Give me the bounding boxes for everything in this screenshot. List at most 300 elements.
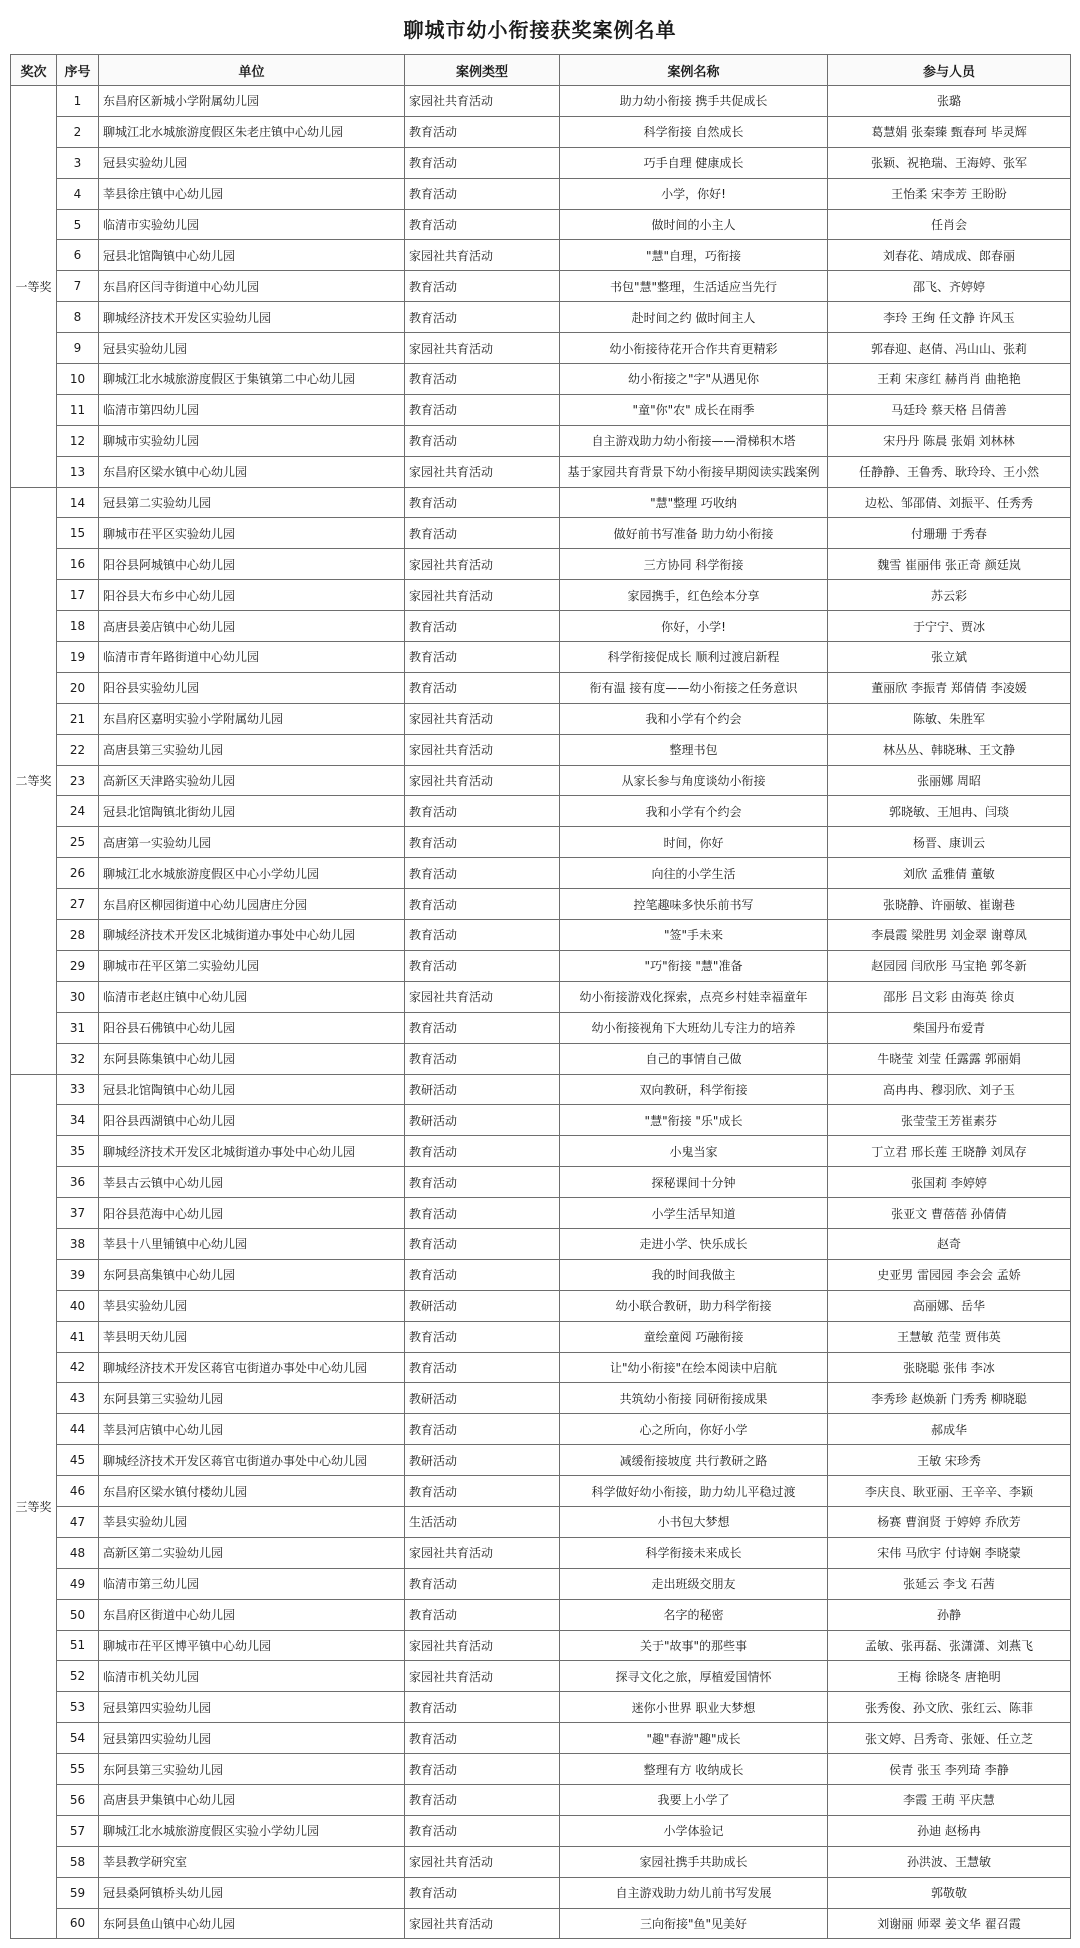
case-type-cell: 教育活动 — [405, 1321, 560, 1352]
unit-cell: 聊城经济技术开发区北城街道办事处中心幼儿园 — [99, 1136, 405, 1167]
case-type-cell: 教育活动 — [405, 611, 560, 642]
table-row — [11, 1908, 1071, 1939]
participants-cell: 张莹莹王芳崔素芬 — [828, 1105, 1071, 1136]
number-cell: 21 — [57, 703, 99, 734]
unit-cell: 聊城江北水城旅游度假区实验小学幼儿园 — [99, 1815, 405, 1846]
table-row — [11, 1352, 1071, 1383]
case-name-cell: 幼小联合教研，助力科学衔接 — [560, 1290, 828, 1321]
number-cell: 57 — [57, 1815, 99, 1846]
unit-cell: 聊城经济技术开发区实验幼儿园 — [99, 302, 405, 333]
participants-cell: 郝成华 — [828, 1414, 1071, 1445]
case-name-cell: 幼小衔接之"字"从遇见你 — [560, 364, 828, 395]
table-row — [11, 765, 1071, 796]
case-type-cell: 家园社共育活动 — [405, 981, 560, 1012]
unit-cell: 莘县徐庄镇中心幼儿园 — [99, 178, 405, 209]
unit-cell: 冠县实验幼儿园 — [99, 333, 405, 364]
table-row — [11, 1445, 1071, 1476]
case-type-cell: 教育活动 — [405, 1136, 560, 1167]
unit-cell: 临清市老赵庄镇中心幼儿园 — [99, 981, 405, 1012]
number-cell: 45 — [57, 1445, 99, 1476]
participants-cell: 张璐 — [828, 86, 1071, 117]
case-type-cell: 家园社共育活动 — [405, 333, 560, 364]
participants-cell: 邵飞、齐婷婷 — [828, 271, 1071, 302]
unit-cell: 临清市青年路街道中心幼儿园 — [99, 642, 405, 673]
unit-cell: 莘县实验幼儿园 — [99, 1506, 405, 1537]
number-cell: 28 — [57, 920, 99, 951]
participants-cell: 付珊珊 于秀春 — [828, 518, 1071, 549]
case-type-cell: 家园社共育活动 — [405, 580, 560, 611]
case-name-cell: 自己的事情自己做 — [560, 1043, 828, 1074]
number-cell: 25 — [57, 827, 99, 858]
unit-cell: 东阿县鱼山镇中心幼儿园 — [99, 1908, 405, 1939]
unit-cell: 莘县十八里铺镇中心幼儿园 — [99, 1228, 405, 1259]
participants-cell: 张晓静、许丽敏、崔谢巷 — [828, 889, 1071, 920]
case-name-cell: 家园社携手共助成长 — [560, 1846, 828, 1877]
number-cell: 14 — [57, 487, 99, 518]
table-row — [11, 1723, 1071, 1754]
case-type-cell: 教育活动 — [405, 858, 560, 889]
case-name-cell: 助力幼小衔接 携手共促成长 — [560, 86, 828, 117]
table-row — [11, 1537, 1071, 1568]
table-row — [11, 209, 1071, 240]
table-row — [11, 1630, 1071, 1661]
table-row — [11, 147, 1071, 178]
number-cell: 42 — [57, 1352, 99, 1383]
number-cell: 52 — [57, 1661, 99, 1692]
unit-cell: 莘县明天幼儿园 — [99, 1321, 405, 1352]
case-type-cell: 家园社共育活动 — [405, 240, 560, 271]
participants-cell: 郭春迎、赵倩、冯山山、张莉 — [828, 333, 1071, 364]
unit-cell: 阳谷县实验幼儿园 — [99, 672, 405, 703]
case-name-cell: 共筑幼小衔接 同研衔接成果 — [560, 1383, 828, 1414]
table-row — [11, 394, 1071, 425]
case-type-cell: 教育活动 — [405, 1877, 560, 1908]
unit-cell: 东昌府区街道中心幼儿园 — [99, 1599, 405, 1630]
number-cell: 8 — [57, 302, 99, 333]
unit-cell: 莘县河店镇中心幼儿园 — [99, 1414, 405, 1445]
case-type-cell: 教育活动 — [405, 1599, 560, 1630]
participants-cell: 董丽欣 李振青 郑倩倩 李凌媛 — [828, 672, 1071, 703]
case-type-cell: 教育活动 — [405, 209, 560, 240]
participants-cell: 赵奇 — [828, 1228, 1071, 1259]
table-row — [11, 518, 1071, 549]
participants-cell: 李秀珍 赵焕新 门秀秀 柳晓聪 — [828, 1383, 1071, 1414]
case-name-cell: 我的时间我做主 — [560, 1259, 828, 1290]
unit-cell: 冠县第二实验幼儿园 — [99, 487, 405, 518]
participants-cell: 王莉 宋彦红 赫肖肖 曲艳艳 — [828, 364, 1071, 395]
participants-cell: 郭敬敬 — [828, 1877, 1071, 1908]
page-title: 聊城市幼小衔接获奖案例名单 — [403, 18, 677, 42]
number-cell: 16 — [57, 549, 99, 580]
participants-cell: 史亚男 雷园园 李会会 孟娇 — [828, 1259, 1071, 1290]
case-name-cell: "签"手未来 — [560, 920, 828, 951]
case-type-cell: 家园社共育活动 — [405, 703, 560, 734]
case-type-cell: 教育活动 — [405, 1198, 560, 1229]
unit-cell: 东昌府区嘉明实验小学附属幼儿园 — [99, 703, 405, 734]
number-cell: 5 — [57, 209, 99, 240]
number-cell: 26 — [57, 858, 99, 889]
case-type-cell: 教育活动 — [405, 302, 560, 333]
unit-cell: 聊城江北水城旅游度假区中心小学幼儿园 — [99, 858, 405, 889]
participants-cell: 林丛丛、韩晓琳、王文静 — [828, 734, 1071, 765]
case-name-cell: 科学衔接促成长 顺利过渡启新程 — [560, 642, 828, 673]
column-header-unit: 单位 — [99, 55, 405, 86]
table-row — [11, 672, 1071, 703]
case-type-cell: 教育活动 — [405, 1476, 560, 1507]
number-cell: 23 — [57, 765, 99, 796]
case-name-cell: 童绘童阅 巧融衔接 — [560, 1321, 828, 1352]
number-cell: 3 — [57, 147, 99, 178]
case-type-cell: 教研活动 — [405, 1383, 560, 1414]
column-header-type: 案例类型 — [405, 55, 560, 86]
number-cell: 4 — [57, 178, 99, 209]
unit-cell: 东阿县第三实验幼儿园 — [99, 1383, 405, 1414]
participants-cell: 赵园园 闫欣彤 马宝艳 郭冬新 — [828, 950, 1071, 981]
table-row — [11, 1198, 1071, 1229]
case-name-cell: 科学衔接 自然成长 — [560, 116, 828, 147]
table-row — [11, 1105, 1071, 1136]
participants-cell: 王梅 徐晓冬 唐艳明 — [828, 1661, 1071, 1692]
number-cell: 29 — [57, 950, 99, 981]
number-cell: 18 — [57, 611, 99, 642]
participants-cell: 边松、邹邵倩、刘振平、任秀秀 — [828, 487, 1071, 518]
unit-cell: 聊城江北水城旅游度假区于集镇第二中心幼儿园 — [99, 364, 405, 395]
unit-cell: 高新区第二实验幼儿园 — [99, 1537, 405, 1568]
case-name-cell: "趣"春游"趣"成长 — [560, 1723, 828, 1754]
table-header-row — [11, 55, 1071, 86]
case-type-cell: 教育活动 — [405, 1754, 560, 1785]
case-name-cell: 赴时间之约 做时间主人 — [560, 302, 828, 333]
table-row — [11, 796, 1071, 827]
number-cell: 54 — [57, 1723, 99, 1754]
participants-cell: 张秀俊、孙文欣、张红云、陈菲 — [828, 1692, 1071, 1723]
table-row — [11, 1568, 1071, 1599]
number-cell: 22 — [57, 734, 99, 765]
case-type-cell: 教育活动 — [405, 889, 560, 920]
case-type-cell: 教研活动 — [405, 1445, 560, 1476]
case-name-cell: 我和小学有个约会 — [560, 796, 828, 827]
unit-cell: 临清市第三幼儿园 — [99, 1568, 405, 1599]
case-type-cell: 教研活动 — [405, 1074, 560, 1105]
unit-cell: 高唐县尹集镇中心幼儿园 — [99, 1784, 405, 1815]
column-header-people: 参与人员 — [828, 55, 1071, 86]
case-type-cell: 教育活动 — [405, 950, 560, 981]
case-name-cell: 小学生活早知道 — [560, 1198, 828, 1229]
case-name-cell: 让"幼小衔接"在绘本阅读中启航 — [560, 1352, 828, 1383]
case-type-cell: 教育活动 — [405, 1815, 560, 1846]
case-type-cell: 家园社共育活动 — [405, 549, 560, 580]
participants-cell: 张亚文 曹蓓蓓 孙倩倩 — [828, 1198, 1071, 1229]
number-cell: 17 — [57, 580, 99, 611]
number-cell: 58 — [57, 1846, 99, 1877]
case-type-cell: 教育活动 — [405, 271, 560, 302]
award-level-cell: 一等奖 — [11, 86, 57, 488]
case-type-cell: 教育活动 — [405, 147, 560, 178]
table-row — [11, 981, 1071, 1012]
participants-cell: 李晨霞 梁胜男 刘金翠 谢尊凤 — [828, 920, 1071, 951]
number-cell: 56 — [57, 1784, 99, 1815]
case-type-cell: 教育活动 — [405, 1228, 560, 1259]
case-name-cell: 整理有方 收纳成长 — [560, 1754, 828, 1785]
case-name-cell: 减缓衔接坡度 共行教研之路 — [560, 1445, 828, 1476]
table-body — [11, 86, 1071, 1939]
case-type-cell: 教育活动 — [405, 827, 560, 858]
table-row — [11, 1784, 1071, 1815]
table-row — [11, 1692, 1071, 1723]
number-cell: 53 — [57, 1692, 99, 1723]
unit-cell: 冠县实验幼儿园 — [99, 147, 405, 178]
case-type-cell: 教育活动 — [405, 672, 560, 703]
case-type-cell: 家园社共育活动 — [405, 765, 560, 796]
case-name-cell: 幼小衔接游戏化探索，点亮乡村娃幸福童年 — [560, 981, 828, 1012]
number-cell: 39 — [57, 1259, 99, 1290]
unit-cell: 莘县古云镇中心幼儿园 — [99, 1167, 405, 1198]
case-name-cell: "慧"整理 巧收纳 — [560, 487, 828, 518]
unit-cell: 聊城江北水城旅游度假区朱老庄镇中心幼儿园 — [99, 116, 405, 147]
unit-cell: 临清市实验幼儿园 — [99, 209, 405, 240]
number-cell: 51 — [57, 1630, 99, 1661]
number-cell: 31 — [57, 1012, 99, 1043]
participants-cell: 刘春花、靖成成、郎春丽 — [828, 240, 1071, 271]
participants-cell: 李玲 王绚 任文静 许风玉 — [828, 302, 1071, 333]
unit-cell: 东昌府区闫寺街道中心幼儿园 — [99, 271, 405, 302]
table-row — [11, 1506, 1071, 1537]
table-row — [11, 425, 1071, 456]
case-type-cell: 教育活动 — [405, 178, 560, 209]
case-type-cell: 教育活动 — [405, 487, 560, 518]
case-type-cell: 教育活动 — [405, 1043, 560, 1074]
number-cell: 60 — [57, 1908, 99, 1939]
table-row — [11, 240, 1071, 271]
case-name-cell: 科学做好幼小衔接，助力幼儿平稳过渡 — [560, 1476, 828, 1507]
case-name-cell: "慧"衔接 "乐"成长 — [560, 1105, 828, 1136]
participants-cell: 任肖会 — [828, 209, 1071, 240]
table-row — [11, 1846, 1071, 1877]
unit-cell: 东昌府区新城小学附属幼儿园 — [99, 86, 405, 117]
participants-cell: 刘欣 孟雅倩 董敏 — [828, 858, 1071, 889]
case-name-cell: 探秘课间十分钟 — [560, 1167, 828, 1198]
table-row — [11, 1815, 1071, 1846]
case-type-cell: 家园社共育活动 — [405, 1537, 560, 1568]
unit-cell: 聊城市实验幼儿园 — [99, 425, 405, 456]
case-name-cell: 小学，你好! — [560, 178, 828, 209]
case-name-cell: 衔有温 接有度——幼小衔接之任务意识 — [560, 672, 828, 703]
unit-cell: 冠县北馆陶镇北街幼儿园 — [99, 796, 405, 827]
number-cell: 19 — [57, 642, 99, 673]
participants-cell: 孙迪 赵杨冉 — [828, 1815, 1071, 1846]
participants-cell: 张文婷、吕秀奇、张娅、任立芝 — [828, 1723, 1071, 1754]
unit-cell: 临清市机关幼儿园 — [99, 1661, 405, 1692]
participants-cell: 杨晋、康训云 — [828, 827, 1071, 858]
table-row — [11, 1321, 1071, 1352]
case-name-cell: 幼小衔接视角下大班幼儿专注力的培养 — [560, 1012, 828, 1043]
unit-cell: 莘县实验幼儿园 — [99, 1290, 405, 1321]
case-type-cell: 教育活动 — [405, 1723, 560, 1754]
number-cell: 13 — [57, 456, 99, 487]
number-cell: 47 — [57, 1506, 99, 1537]
case-name-cell: 走进小学、快乐成长 — [560, 1228, 828, 1259]
table-row — [11, 1136, 1071, 1167]
participants-cell: 张晓聪 张伟 李冰 — [828, 1352, 1071, 1383]
number-cell: 30 — [57, 981, 99, 1012]
unit-cell: 高唐县第三实验幼儿园 — [99, 734, 405, 765]
table-row — [11, 302, 1071, 333]
award-level-cell: 二等奖 — [11, 487, 57, 1074]
unit-cell: 聊城经济技术开发区蒋官屯街道办事处中心幼儿园 — [99, 1352, 405, 1383]
case-name-cell: 走出班级交朋友 — [560, 1568, 828, 1599]
participants-cell: 张国莉 李婷婷 — [828, 1167, 1071, 1198]
participants-cell: 李霞 王萌 平庆慧 — [828, 1784, 1071, 1815]
column-header-award: 奖次 — [11, 55, 57, 86]
case-type-cell: 教育活动 — [405, 1352, 560, 1383]
case-type-cell: 教育活动 — [405, 425, 560, 456]
participants-cell: 张丽娜 周昭 — [828, 765, 1071, 796]
case-name-cell: 三方协同 科学衔接 — [560, 549, 828, 580]
participants-cell: 郭晓敏、王旭冉、闫琰 — [828, 796, 1071, 827]
participants-cell: 高冉冉、穆羽欣、刘子玉 — [828, 1074, 1071, 1105]
case-name-cell: 从家长参与角度谈幼小衔接 — [560, 765, 828, 796]
table-row — [11, 827, 1071, 858]
table-row — [11, 1290, 1071, 1321]
case-name-cell: 名字的秘密 — [560, 1599, 828, 1630]
case-type-cell: 家园社共育活动 — [405, 1630, 560, 1661]
case-type-cell: 教育活动 — [405, 796, 560, 827]
table-row — [11, 734, 1071, 765]
number-cell: 41 — [57, 1321, 99, 1352]
unit-cell: 东昌府区梁水镇中心幼儿园 — [99, 456, 405, 487]
unit-cell: 聊城经济技术开发区北城街道办事处中心幼儿园 — [99, 920, 405, 951]
case-name-cell: 双向教研，科学衔接 — [560, 1074, 828, 1105]
table-row — [11, 920, 1071, 951]
case-type-cell: 教育活动 — [405, 1692, 560, 1723]
table-row — [11, 1476, 1071, 1507]
number-cell: 37 — [57, 1198, 99, 1229]
case-name-cell: 书包"慧"整理，生活适应当先行 — [560, 271, 828, 302]
unit-cell: 东阿县陈集镇中心幼儿园 — [99, 1043, 405, 1074]
participants-cell: 魏雪 崔丽伟 张正奇 颜廷岚 — [828, 549, 1071, 580]
table-row — [11, 178, 1071, 209]
unit-cell: 聊城经济技术开发区蒋官屯街道办事处中心幼儿园 — [99, 1445, 405, 1476]
participants-cell: 宋丹丹 陈晨 张娟 刘林林 — [828, 425, 1071, 456]
case-type-cell: 教育活动 — [405, 1012, 560, 1043]
case-type-cell: 教研活动 — [405, 1105, 560, 1136]
table-row — [11, 487, 1071, 518]
number-cell: 55 — [57, 1754, 99, 1785]
number-cell: 10 — [57, 364, 99, 395]
participants-cell: 孙静 — [828, 1599, 1071, 1630]
unit-cell: 冠县北馆陶镇中心幼儿园 — [99, 240, 405, 271]
table-row — [11, 456, 1071, 487]
unit-cell: 阳谷县石佛镇中心幼儿园 — [99, 1012, 405, 1043]
unit-cell: 冠县桑阿镇桥头幼儿园 — [99, 1877, 405, 1908]
number-cell: 46 — [57, 1476, 99, 1507]
case-name-cell: 幼小衔接待花开合作共育更精彩 — [560, 333, 828, 364]
number-cell: 1 — [57, 86, 99, 117]
number-cell: 9 — [57, 333, 99, 364]
case-name-cell: 我和小学有个约会 — [560, 703, 828, 734]
unit-cell: 聊城市茌平区实验幼儿园 — [99, 518, 405, 549]
case-type-cell: 教育活动 — [405, 642, 560, 673]
participants-cell: 牛晓莹 刘莹 任露露 郭丽娟 — [828, 1043, 1071, 1074]
case-name-cell: "童"你"农" 成长在雨季 — [560, 394, 828, 425]
participants-cell: 葛慧娟 张秦臻 甄春珂 毕灵辉 — [828, 116, 1071, 147]
case-type-cell: 教育活动 — [405, 1568, 560, 1599]
participants-cell: 张颖、祝艳瑞、王海婷、张军 — [828, 147, 1071, 178]
case-type-cell: 教育活动 — [405, 1167, 560, 1198]
table-row — [11, 1228, 1071, 1259]
case-name-cell: 巧手自理 健康成长 — [560, 147, 828, 178]
unit-cell: 高唐第一实验幼儿园 — [99, 827, 405, 858]
table-row — [11, 858, 1071, 889]
case-name-cell: 小学体验记 — [560, 1815, 828, 1846]
case-name-cell: 整理书包 — [560, 734, 828, 765]
case-type-cell: 教育活动 — [405, 116, 560, 147]
table-row — [11, 580, 1071, 611]
number-cell: 50 — [57, 1599, 99, 1630]
table-row — [11, 1043, 1071, 1074]
participants-cell: 张延云 李戈 石茜 — [828, 1568, 1071, 1599]
participants-cell: 李庆良、耿亚丽、王辛辛、李颖 — [828, 1476, 1071, 1507]
number-cell: 15 — [57, 518, 99, 549]
case-type-cell: 教研活动 — [405, 1290, 560, 1321]
participants-cell: 宋伟 马欣宇 付诗娴 李晓蒙 — [828, 1537, 1071, 1568]
table-row — [11, 642, 1071, 673]
unit-cell: 阳谷县阿城镇中心幼儿园 — [99, 549, 405, 580]
table-row — [11, 549, 1071, 580]
participants-cell: 柴国丹布爱青 — [828, 1012, 1071, 1043]
table-row — [11, 1599, 1071, 1630]
number-cell: 36 — [57, 1167, 99, 1198]
table-row — [11, 1754, 1071, 1785]
case-type-cell: 家园社共育活动 — [405, 456, 560, 487]
unit-cell: 冠县北馆陶镇中心幼儿园 — [99, 1074, 405, 1105]
case-type-cell: 教育活动 — [405, 518, 560, 549]
participants-cell: 侯青 张玉 李列琦 李静 — [828, 1754, 1071, 1785]
participants-cell: 孟敏、张再磊、张潇潇、刘燕飞 — [828, 1630, 1071, 1661]
number-cell: 35 — [57, 1136, 99, 1167]
number-cell: 44 — [57, 1414, 99, 1445]
number-cell: 24 — [57, 796, 99, 827]
number-cell: 12 — [57, 425, 99, 456]
case-name-cell: "慧"自理，巧衔接 — [560, 240, 828, 271]
case-name-cell: 向往的小学生活 — [560, 858, 828, 889]
participants-cell: 王敏 宋珍秀 — [828, 1445, 1071, 1476]
participants-cell: 张立斌 — [828, 642, 1071, 673]
table-row — [11, 271, 1071, 302]
case-name-cell: 做时间的小主人 — [560, 209, 828, 240]
participants-cell: 杨赛 曹润贤 于婷婷 乔欣芳 — [828, 1506, 1071, 1537]
number-cell: 6 — [57, 240, 99, 271]
case-name-cell: "巧"衔接 "慧"准备 — [560, 950, 828, 981]
number-cell: 43 — [57, 1383, 99, 1414]
case-type-cell: 生活活动 — [405, 1506, 560, 1537]
number-cell: 59 — [57, 1877, 99, 1908]
case-type-cell: 教育活动 — [405, 394, 560, 425]
table-row — [11, 1167, 1071, 1198]
award-table — [10, 54, 1071, 1939]
case-name-cell: 控笔趣味多快乐前书写 — [560, 889, 828, 920]
column-header-number: 序号 — [57, 55, 99, 86]
case-name-cell: 时间，你好 — [560, 827, 828, 858]
number-cell: 33 — [57, 1074, 99, 1105]
table-row — [11, 611, 1071, 642]
case-type-cell: 家园社共育活动 — [405, 1661, 560, 1692]
table-row — [11, 1074, 1071, 1105]
unit-cell: 东阿县高集镇中心幼儿园 — [99, 1259, 405, 1290]
case-name-cell: 科学衔接未来成长 — [560, 1537, 828, 1568]
unit-cell: 莘县教学研究室 — [99, 1846, 405, 1877]
case-name-cell: 基于家园共育背景下幼小衔接早期阅读实践案例 — [560, 456, 828, 487]
